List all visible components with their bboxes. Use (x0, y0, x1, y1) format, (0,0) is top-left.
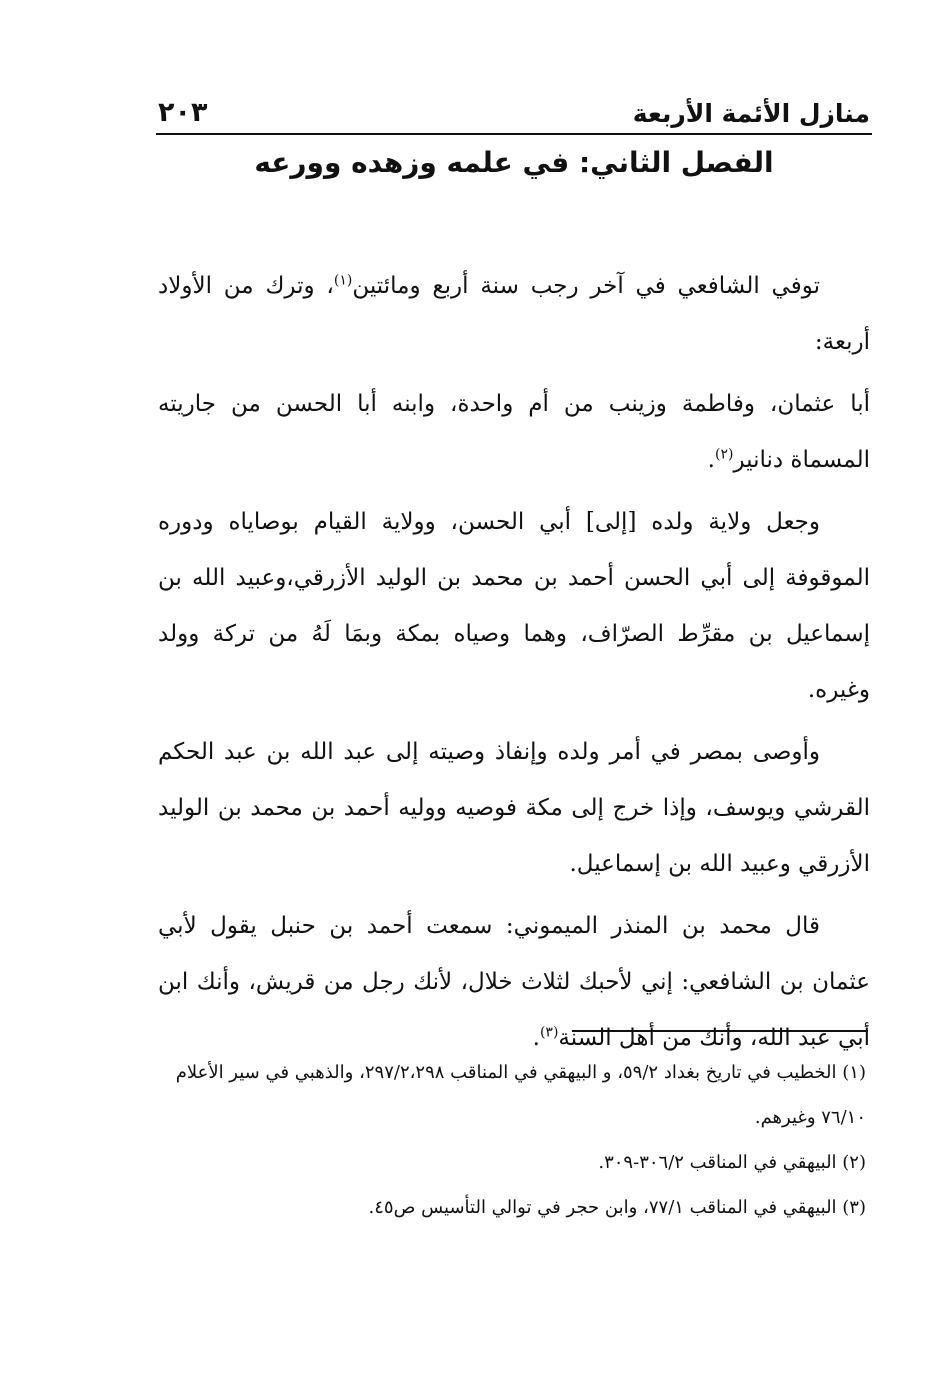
footnote-2: (٢) البيهقي في المناقب ٣٠٦/٢-٣٠٩. (598, 1152, 866, 1173)
paragraph-5-tail: . (532, 1025, 540, 1051)
paragraph-5 (158, 898, 870, 1066)
footnote-mark-3[interactable]: (٣) (539, 1024, 559, 1041)
paragraph-2-text: أبا عثمان، وفاطمة وزينب من أم واحدة، وابنه أبا الحسن من جاريته المسماة دنانير (158, 391, 870, 473)
paragraph-2 (158, 376, 870, 488)
paragraph-4: وأوصى بمصر في أمر ولده وإنفاذ وصيته إلى عبد الله بن عبد الحكم القرشي ويوسف، وإذا خرج إلى مكة فوصيه ووليه أحمد بن محمد بن الوليد الأزرقي وعبيد الله بن إسماعيل. (158, 739, 870, 877)
footnote-3: (٣) البيهقي في المناقب ٧٧/١، وابن حجر في توالي التأسيس ص٤٥. (368, 1197, 866, 1218)
footnote-separator (572, 1030, 868, 1032)
footnote-1: (١) الخطيب في تاريخ بغداد ٥٩/٢، و البيهقي في المناقب ٢٩٧/٢،٢٩٨، والذهبي في سير الأعلام ٧٦/١٠ وغيرهم. (175, 1062, 866, 1128)
paragraph-5-text: قال محمد بن المنذر الميموني: سمعت أحمد بن حنبل يقول لأبي عثمان بن الشافعي: إني لأحبك لثلاث خلال، لأنك رجل من قريش، وأنك ابن أبي عبد الله، وأنك من أهل السنة (158, 913, 870, 1051)
paragraph-1-text: توفي الشافعي في آخر رجب سنة أربع ومائتين (352, 273, 820, 299)
footnotes (158, 1050, 866, 1230)
header-rule (156, 133, 872, 135)
paragraph-3: وجعل ولاية ولده [إلى] أبي الحسن، وولاية القيام بوصاياه ودوره الموقوفة إلى أبي الحسن أحمد بن محمد بن الوليد الأزرقي،وعبيد الله بن إسماعيل بن مقرِّط الصرّاف، وهما وصياه بمكة وبمَا لَهُ من تركة وولد وغيره. (158, 509, 870, 703)
paragraph-1 (158, 258, 870, 370)
footnote-mark-2[interactable]: (٢) (714, 446, 734, 463)
body-text (158, 258, 870, 1072)
paragraph-1-tail: ، وترك من الأولاد أربعة: (158, 273, 870, 355)
page-number: ٢٠٣ (158, 97, 208, 128)
footnote-mark-1[interactable]: (١) (333, 272, 353, 289)
paragraph-2-tail: . (707, 447, 715, 473)
chapter-title: الفصل الثاني: في علمه وزهده وورعه (254, 146, 774, 179)
running-header (158, 84, 870, 128)
book-title: منازل الأئمة الأربعة (632, 99, 870, 128)
